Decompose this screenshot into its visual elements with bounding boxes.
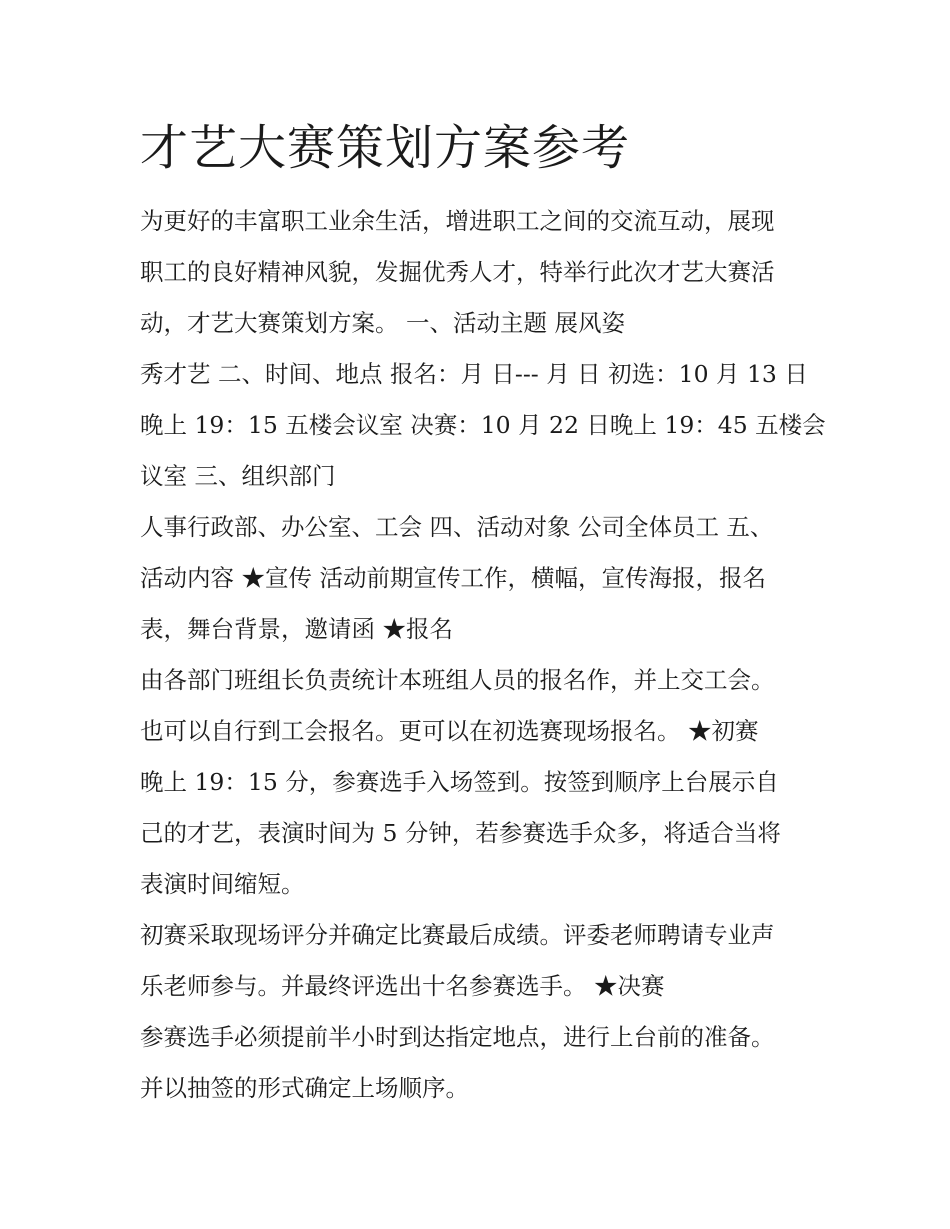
text-line: 由各部门班组长负责统计本班组人员的报名作，并上交工会。 xyxy=(140,666,775,694)
text-line: 议室 三、组织部门 xyxy=(140,462,336,490)
document-body xyxy=(140,196,830,1114)
text-line: 活动内容 ★宣传 活动前期宣传工作，横幅，宣传海报，报名 xyxy=(140,564,766,592)
text-line: 为更好的丰富职工业余生活，增进职工之间的交流互动，展现 xyxy=(140,207,775,235)
document-title: 才艺大赛策划方案参考 xyxy=(140,120,631,176)
text-line: 秀才艺 二、时间、地点 报名：月 日--- 月 日 初选：10 月 13 日 xyxy=(140,360,808,388)
text-line: 也可以自行到工会报名。更可以在初选赛现场报名。 ★初赛 xyxy=(140,717,759,745)
text-line: 晚上 19：15 五楼会议室 决赛：10 月 22 日晚上 19：45 五楼会 xyxy=(140,411,826,439)
text-line: 初赛采取现场评分并确定比赛最后成绩。评委老师聘请专业声 xyxy=(140,921,775,949)
text-line: 人事行政部、办公室、工会 四、活动对象 公司全体员工 五、 xyxy=(140,513,774,541)
text-line: 表演时间缩短。 xyxy=(140,870,305,898)
text-line: 晚上 19：15 分，参赛选手入场签到。按签到顺序上台展示自 xyxy=(140,768,779,796)
text-line: 参赛选手必须提前半小时到达指定地点，进行上台前的准备。 xyxy=(140,1023,775,1051)
text-line: 表，舞台背景，邀请函 ★报名 xyxy=(140,615,453,643)
text-line: 己的才艺，表演时间为 5 分钟，若参赛选手众多，将适合当将 xyxy=(140,819,781,847)
text-line: 乐老师参与。并最终评选出十名参赛选手。 ★决赛 xyxy=(140,972,665,1000)
text-line: 并以抽签的形式确定上场顺序。 xyxy=(140,1074,469,1102)
text-line: 动，才艺大赛策划方案。 一、活动主题 展风姿 xyxy=(140,309,625,337)
text-line: 职工的良好精神风貌，发掘优秀人才，特举行此次才艺大赛活 xyxy=(140,258,775,286)
